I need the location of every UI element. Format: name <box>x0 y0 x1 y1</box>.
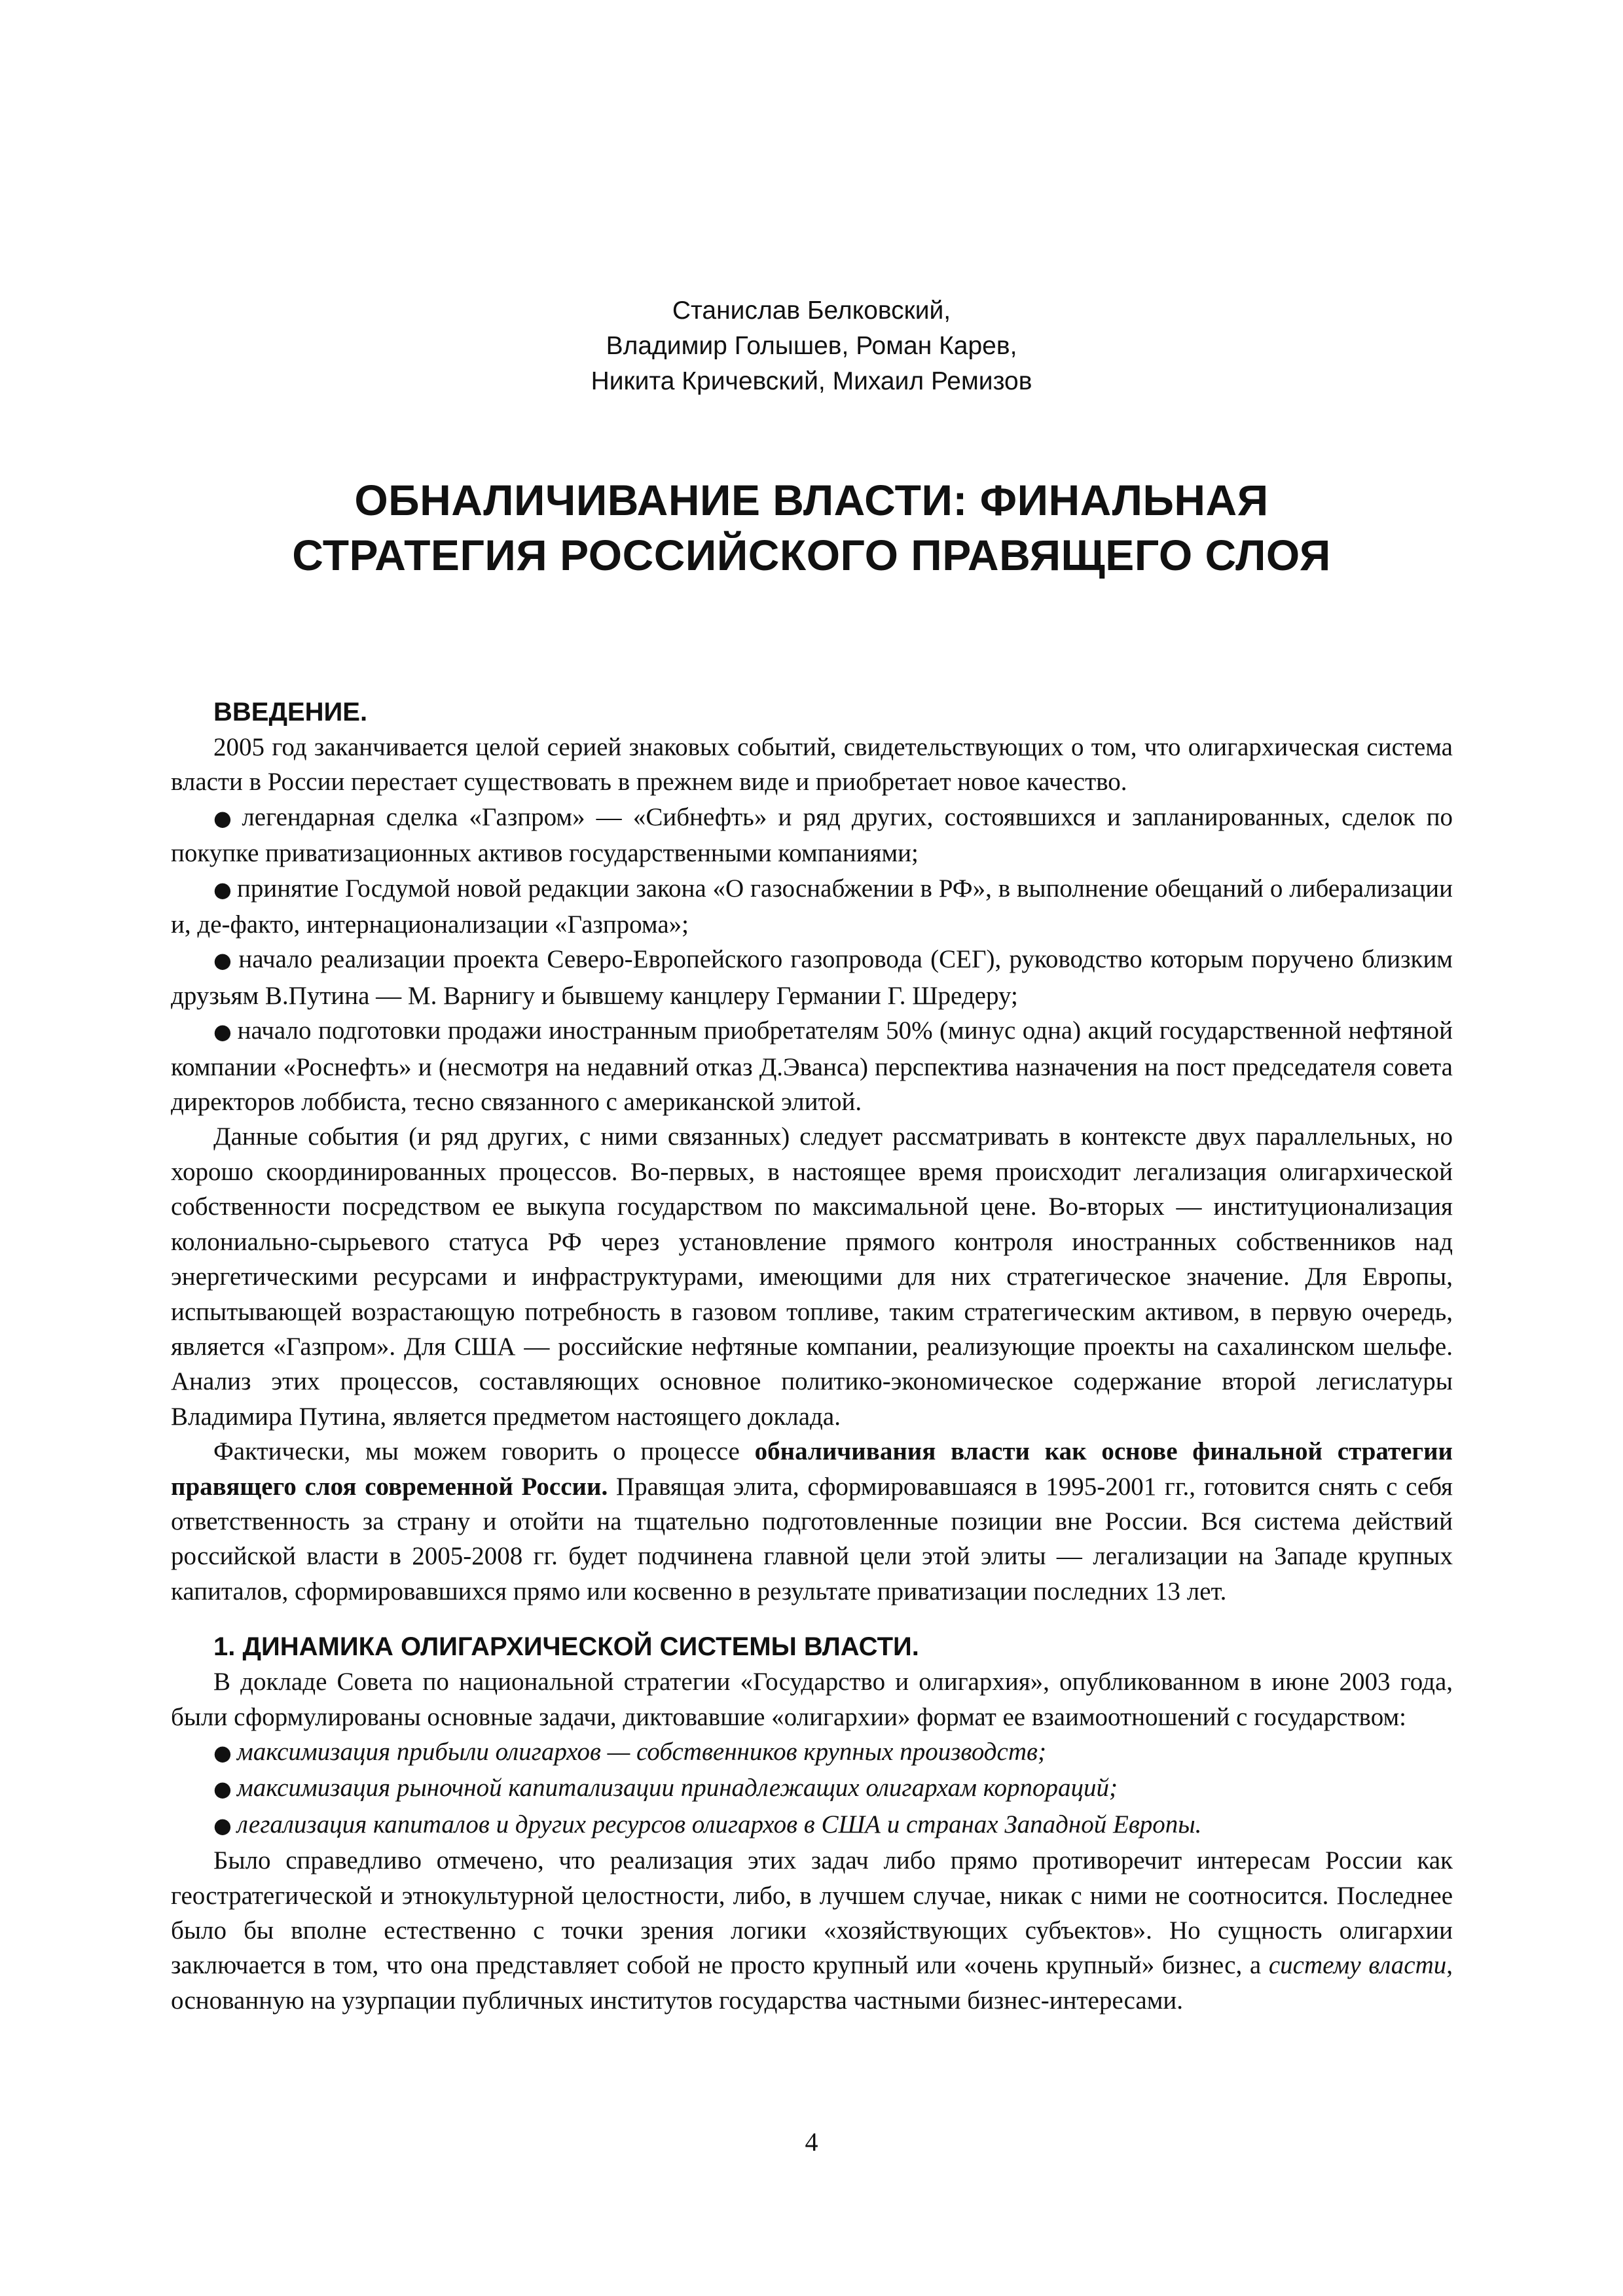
emphasis-bold: обналичивания власти как основе финальной стратегии правящего слоя современной России. <box>171 1437 1453 1501</box>
page-number: 4 <box>805 2127 818 2157</box>
section1-paragraph: В докладе Совета по национальной стратегии «Государство и олигархия», опубликованном в июне 2003 года, были сформулированы основные задачи, диктовавшие «олигархии» формат ее взаимоотношений с государством: <box>171 1668 1453 1731</box>
intro-bullet: ● начало реализации проекта Северо-Европейского газопровода (СЕГ), руководство которым поручено близким друзьям В.Путина — М. Варнигу и бывшему канцлеру Германии Г. Шредеру; <box>171 945 1453 1010</box>
intro-heading: ВВЕДЕНИЕ. <box>213 698 368 726</box>
emphasis-italic: систему власти <box>1268 1951 1447 1980</box>
bullet-icon: ● <box>213 1776 232 1802</box>
author-line: Владимир Голышев, Роман Карев, <box>606 332 1017 360</box>
intro-paragraph: 2005 год заканчивается целой серией знаковых событий, свидетельствующих о том, что олигархическая система власти в России перестает существовать в прежнем виде и приобретает новое качество. <box>171 733 1453 797</box>
section1-heading: 1. ДИНАМИКА ОЛИГАРХИЧЕСКОЙ СИСТЕМЫ ВЛАСТИ. <box>213 1632 919 1662</box>
authors-block <box>0 293 1623 399</box>
intro-bullet: ● принятие Госдумой новой редакции закона «О газоснабжении в РФ», в выполнение обещаний о либерализации и, де-факто, интернационализации «Газпрома»; <box>171 874 1453 939</box>
title-line: СТРАТЕГИЯ РОССИЙСКОГО ПРАВЯЩЕГО СЛОЯ <box>292 531 1331 579</box>
intro-paragraph: Фактически, мы можем говорить о процессе обналичивания власти как основе финальной стратегии правящего слоя современной России. Правящая элита, сформировавшаяся в 1995-2001 гг., готовится снять с себя ответственность за страну и отойти на тщательно подготовленные позиции вне России. Вся система действий российской власти в 2005-2008 гг. будет подчинена главной цели этой элиты — легализации на Западе крупных капиталов, сформировавшихся прямо или косвенно в результате приватизации последних 13 лет. <box>171 1437 1453 1605</box>
author-line: Никита Кричевский, Михаил Ремизов <box>591 367 1032 395</box>
bullet-icon: ● <box>213 876 232 902</box>
bullet-icon: ● <box>213 1019 232 1045</box>
section1-bullet: ● легализация капиталов и других ресурсов олигархов в США и странах Западной Европы. <box>213 1810 1202 1839</box>
intro-paragraph: Данные события (и ряд других, с ними связанных) следует рассматривать в контексте двух параллельных, но хорошо скоординированных процессов. Во-первых, в настоящее время происходит легализация олигархической собственности посредством ее выкупа государством по максимальной цене. Во-вторых — институционализация колониально-сырьевого статуса РФ через установление прямого контроля иностранных собственников над энергетическими ресурсами и инфраструктурами, имеющими для них стратегическое значение. Для Европы, испытывающей возрастающую потребность в газовом топливе, таким стратегическим активом, в первую очередь, является «Газпром». Для США — российские нефтяные компании, реализующие проекты на сахалинском шельфе. Анализ этих процессов, составляющих основное политико-экономическое содержание второй легислатуры Владимира Путина, является предметом настоящего доклада. <box>171 1122 1453 1431</box>
bullet-icon: ● <box>213 1812 232 1838</box>
intro-bullet: ● легендарная сделка «Газпром» — «Сибнефть» и ряд других, состоявшихся и запланированных, сделок по покупке приватизационных активов государственными компаниями; <box>171 802 1453 868</box>
article-body <box>171 695 1453 2018</box>
article-title <box>0 473 1623 583</box>
intro-bullet: ● начало подготовки продажи иностранным приобретателям 50% (минус одна) акций государственной нефтяной компании «Роснефть» и (несмотря на недавний отказ Д.Эванса) перспектива назначения на пост председателя совета директоров лоббиста, тесно связанного с американской элитой. <box>171 1016 1453 1117</box>
bullet-icon: ● <box>213 805 237 831</box>
title-line: ОБНАЛИЧИВАНИЕ ВЛАСТИ: ФИНАЛЬНАЯ <box>354 476 1269 524</box>
section1-bullet: ● максимизация рыночной капитализации принадлежащих олигархам корпораций; <box>213 1774 1118 1803</box>
section1-paragraph: Было справедливо отмечено, что реализация этих задач либо прямо противоречит интересам России как геостратегической и этнокультурной целостности, либо, в лучшем случае, никак с ними не соотносится. Последнее было бы вполне естественно с точки зрения логики «хозяйствующих субъектов». Но сущность олигархии заключается в том, что она представляет собой не просто крупный или «очень крупный» бизнес, а систему власти, основанную на узурпации публичных институтов государства частными бизнес-интересами. <box>171 1846 1453 2015</box>
author-line: Станислав Белковский, <box>672 296 951 325</box>
bullet-icon: ● <box>213 1740 232 1765</box>
bullet-icon: ● <box>213 948 234 973</box>
section1-bullet: ● максимизация прибыли олигархов — собственников крупных производств; <box>213 1737 1046 1766</box>
